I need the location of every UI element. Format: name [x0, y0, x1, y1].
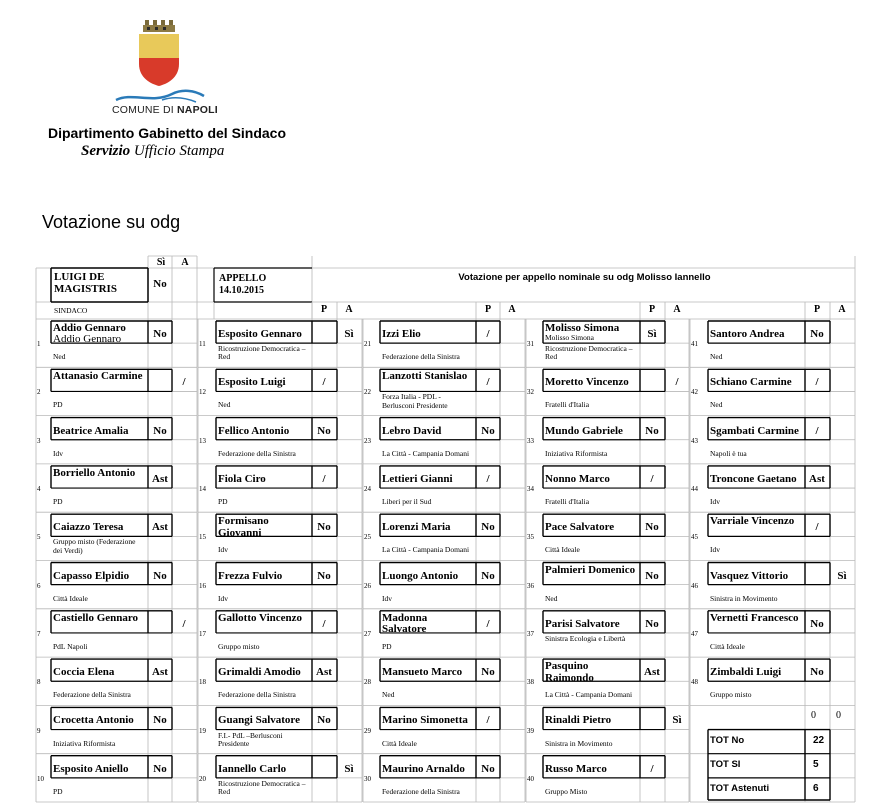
councillor-name: Addio Gennaro [53, 322, 126, 334]
councillor-group: Ned [382, 690, 395, 700]
councillor-name: Capasso Elpidio [53, 569, 130, 582]
seat-number: 25 [364, 533, 371, 542]
seat-number: 44 [691, 485, 698, 494]
councillor-name: Santoro Andrea [710, 328, 785, 340]
councillor-name: Lanzotti Stanislao [382, 370, 468, 383]
seat-number: 2 [37, 388, 41, 397]
councillor-name: Parisi Salvatore [545, 617, 620, 630]
vote-value: Sì [837, 569, 847, 582]
councillor-name: Frezza Fulvio [218, 569, 283, 582]
header-a: A [181, 257, 189, 268]
councillor-group: Gruppo misto [218, 641, 260, 651]
comune-label: COMUNE DI NAPOLI [112, 104, 218, 116]
councillor-name: Castiello Gennaro [53, 611, 139, 624]
councillor-name: Molisso Simona [545, 322, 620, 334]
councillor-group: Federazione della Sinistra [382, 352, 460, 362]
councillor-name: Beatrice Amalia [53, 424, 129, 437]
vote-value: No [645, 569, 659, 582]
header-a: A [345, 304, 353, 315]
vote-value: / [182, 376, 186, 389]
councillor-group: Federazione della Sinistra [218, 690, 296, 700]
header-a: A [508, 304, 516, 315]
vote-value: / [486, 328, 490, 340]
vote-value: No [317, 424, 331, 437]
councillor-group: F.I.- PdL –Berlusconi Presidente [218, 730, 283, 748]
vote-value: / [815, 376, 819, 389]
vote-value: / [675, 376, 679, 389]
vote-value: Ast [152, 521, 168, 534]
councillor-group: Ned [545, 593, 558, 603]
vote-value: Ast [644, 666, 660, 679]
vote-value: Ast [316, 666, 332, 679]
councillor-group: Città Ideale [53, 593, 88, 603]
councillor-group: Iniziativa Riformista [545, 448, 608, 458]
seat-number: 5 [37, 533, 41, 542]
councillor-name: Esposito Luigi [218, 376, 286, 389]
vote-value: No [645, 424, 659, 437]
councillor-group: Iniziativa Riformista [53, 738, 116, 748]
appello-date: 14.10.2015 [219, 285, 264, 296]
header-p: P [813, 304, 821, 315]
councillor-name: Vernetti Francesco [710, 611, 799, 624]
vote-value: Ast [152, 472, 168, 485]
department-name: Dipartimento Gabinetto del Sindaco [48, 125, 287, 141]
councillor-name: Lettieri Gianni [382, 472, 453, 485]
header-p: P [484, 304, 492, 315]
vote-value: No [810, 328, 824, 340]
councillor-name: Izzi Elio [382, 328, 421, 340]
councillor-name: Lorenzi Maria [382, 521, 451, 534]
councillor-subname: Molisso Simona [545, 333, 594, 342]
councillor-name: Nonno Marco [545, 472, 610, 485]
councillor-name: Sgambati Carmine [710, 424, 799, 437]
councillor-group: Fratelli d'Italia [545, 497, 590, 507]
councillor-name: Grimaldi Amodio [218, 666, 301, 679]
seat-number: 28 [364, 678, 371, 687]
councillor-name: Iannello Carlo [218, 762, 287, 775]
vote-value: No [153, 714, 167, 727]
councillor-group: Ned [53, 352, 66, 362]
vote-value: / [486, 617, 490, 630]
vote-value: Sì [344, 762, 354, 775]
seat-number: 8 [37, 678, 41, 687]
vote-value: Ast [152, 666, 168, 679]
vote-value: No [153, 328, 167, 340]
seat-number: 23 [364, 436, 371, 445]
vote-value: / [486, 472, 490, 485]
seat-number: 3 [37, 436, 41, 445]
councillor-name: Attanasio Carmine [53, 370, 143, 383]
seat-number: 6 [37, 581, 41, 590]
vote-value: / [486, 376, 490, 389]
seat-number: 38 [527, 678, 534, 687]
seat-number: 32 [527, 388, 534, 397]
seat-number: 47 [691, 629, 698, 638]
seat-number: 43 [691, 436, 698, 445]
seat-number: 46 [691, 581, 698, 590]
seat-number: 1 [37, 340, 41, 349]
councillor-group: Ned [218, 400, 231, 410]
councillor-name: Russo Marco [545, 762, 607, 775]
seat-number: 20 [199, 774, 206, 783]
councillor-group: Federazione della Sinistra [382, 786, 460, 796]
councillor-name: Esposito Gennaro [218, 328, 302, 340]
councillor-name: Lebro David [382, 424, 442, 437]
councillor-group: Idv [710, 545, 720, 555]
councillor-group: PD [53, 786, 63, 796]
seat-number: 45 [691, 533, 698, 542]
councillor-group: Idv [382, 593, 392, 603]
seat-number: 39 [527, 726, 534, 735]
councillor-group: Città Ideale [710, 641, 745, 651]
vote-value: / [322, 617, 326, 630]
seat-number: 16 [199, 581, 206, 590]
councillor-group: Gruppo misto (Federazione dei Verdi) [53, 537, 136, 555]
vote-value: No [645, 521, 659, 534]
councillor-group: Ricostruzione Democratica – Red [218, 344, 306, 362]
seat-number: 24 [364, 485, 371, 494]
total-value: 6 [813, 782, 819, 794]
total-value: 5 [813, 758, 819, 770]
councillor-name: Rinaldi Pietro [545, 714, 612, 727]
page-title: Votazione su odg [42, 212, 181, 232]
seat-number: 17 [199, 629, 206, 638]
seat-number: 4 [37, 485, 41, 494]
vote-value: Sì [647, 328, 657, 340]
vote-value: No [153, 424, 167, 437]
seat-number: 12 [199, 388, 206, 397]
seat-number: 18 [199, 678, 206, 687]
councillor-name: Varriale Vincenzo [710, 515, 795, 528]
councillor-name: Marino Simonetta [382, 714, 468, 727]
seat-number: 34 [527, 485, 534, 494]
councillor-name: Vasquez Vittorio [710, 569, 789, 582]
seat-number: 40 [527, 774, 534, 783]
councillor-group: Federazione della Sinistra [218, 448, 296, 458]
councillor-name: Zimbaldi Luigi [710, 666, 782, 679]
councillor-name: Maurino Arnaldo [382, 762, 465, 775]
councillor-group: Idv [218, 593, 228, 603]
mayor-role: SINDACO [54, 306, 88, 315]
seat-number: 35 [527, 533, 534, 542]
vote-value: No [317, 714, 331, 727]
councillor-name: Moretto Vincenzo [545, 376, 629, 389]
councillor-group: Ned [710, 400, 723, 410]
total-label: TOT SI [710, 758, 741, 770]
seat-number: 36 [527, 581, 534, 590]
seat-number: 26 [364, 581, 371, 590]
vote-value: / [650, 472, 654, 485]
vote-value: No [481, 569, 495, 582]
councillor-name: Esposito Aniello [53, 762, 129, 775]
councillor-group: Città Ideale [382, 738, 417, 748]
councillor-group: Liberi per il Sud [382, 497, 432, 507]
councillor-group: Sinistra in Movimento [710, 593, 778, 603]
councillor-group: Forza Italia - PDL - Berlusconi Presidente [382, 392, 448, 410]
seat-number: 14 [199, 485, 206, 494]
vote-value: / [650, 762, 654, 775]
councillor-name: Troncone Gaetano [710, 472, 797, 485]
councillor-name: Gallotto Vincenzo [218, 611, 303, 624]
councillor-group: Gruppo misto [710, 690, 752, 700]
councillor-group: PD [53, 400, 63, 410]
councillor-group: PdL Napoli [53, 641, 88, 651]
councillor-group: Ricostruzione Democratica – Red [218, 778, 306, 797]
councillor-name: Luongo Antonio [382, 569, 459, 582]
councillor-group: Città Ideale [545, 545, 580, 555]
councillor-name: Madonna Salvatore [382, 611, 428, 636]
vote-value: / [486, 714, 490, 727]
header-p: P [648, 304, 656, 315]
seat-number: 19 [199, 726, 206, 735]
seat-number: 10 [37, 774, 44, 783]
councillor-name: Palmieri Domenico [545, 563, 636, 576]
vote-value: Sì [344, 328, 354, 340]
service-name: Servizio Ufficio Stampa [81, 143, 225, 159]
seat-number: 22 [364, 388, 371, 397]
vote-value: No [810, 617, 824, 630]
seat-number: 42 [691, 388, 698, 397]
councillor-group: Sinistra Ecologia e Libertà [545, 633, 626, 643]
councillor-group: La Città - Campania Domani [382, 448, 470, 458]
councillor-subname: Addio Gennaro [53, 333, 122, 345]
vote-value: No [481, 666, 495, 679]
councillor-group: PD [218, 497, 228, 507]
seat-number: 13 [199, 436, 206, 445]
councillor-group: PD [53, 497, 63, 507]
councillor-name: Crocetta Antonio [53, 714, 134, 727]
seat-number: 11 [199, 340, 206, 349]
vote-value: No [153, 569, 167, 582]
header-a: A [673, 304, 681, 315]
councillor-group: La Città - Campania Domani [382, 545, 470, 555]
councillor-name: Schiano Carmine [710, 376, 792, 389]
zero-a: 0 [836, 710, 841, 722]
mayor-vote: No [153, 278, 167, 290]
seat-number: 27 [364, 629, 371, 638]
councillor-group: Sinistra in Movimento [545, 738, 613, 748]
councillor-name: Caiazzo Teresa [53, 521, 124, 534]
zero-p: 0 [811, 710, 816, 722]
header-p: P [320, 304, 328, 315]
vote-value: No [810, 666, 824, 679]
total-label: TOT No [710, 734, 745, 746]
councillor-group: Gruppo Misto [545, 786, 588, 796]
vote-value: No [481, 424, 495, 437]
councillor-name: Mundo Gabriele [545, 424, 623, 437]
councillor-group: Idv [710, 497, 720, 507]
vote-value: / [322, 472, 326, 485]
councillor-group: Idv [218, 545, 228, 555]
councillor-group: PD [382, 641, 392, 651]
councillor-name: Fiola Ciro [218, 472, 266, 485]
councillor-name: Fellico Antonio [218, 424, 290, 437]
vote-value: Ast [809, 472, 825, 485]
mayor-name: LUIGI DE MAGISTRIS [54, 271, 117, 295]
table-caption: Votazione per appello nominale su odg Molisso Iannello [458, 272, 711, 283]
councillor-group: Napoli è tua [710, 448, 747, 458]
seat-number: 21 [364, 340, 371, 349]
councillor-group: Idv [53, 448, 63, 458]
vote-value: No [481, 762, 495, 775]
seat-number: 41 [691, 340, 698, 349]
vote-value: / [815, 424, 819, 437]
header-a: A [838, 304, 846, 315]
seat-number: 29 [364, 726, 371, 735]
councillor-group: Ricostruzione Democratica – Red [545, 344, 633, 362]
seat-number: 15 [199, 533, 206, 542]
vote-value: / [182, 617, 186, 630]
councillor-name: Guangi Salvatore [218, 714, 301, 727]
seat-number: 30 [364, 774, 371, 783]
vote-value: Sì [672, 714, 682, 727]
seat-number: 31 [527, 340, 534, 349]
vote-value: No [645, 617, 659, 630]
vote-value: No [317, 569, 331, 582]
councillor-group: La Città - Campania Domani [545, 690, 633, 700]
vote-value: No [317, 521, 331, 534]
appello-label: APPELLO [219, 273, 267, 284]
councillor-group: Fratelli d'Italia [545, 400, 590, 410]
total-label: TOT Astenuti [710, 782, 770, 794]
seat-number: 48 [691, 678, 698, 687]
councillor-name: Mansueto Marco [382, 666, 463, 679]
header-si: Sì [156, 257, 166, 268]
councillor-name: Pace Salvatore [545, 521, 615, 534]
total-value: 22 [813, 734, 825, 746]
seat-number: 7 [37, 629, 41, 638]
vote-value: / [322, 376, 326, 389]
councillor-group: Ned [710, 352, 723, 362]
vote-value: No [481, 521, 495, 534]
councillor-name: Borriello Antonio [53, 466, 136, 479]
seat-number: 9 [37, 726, 41, 735]
councillor-group: Federazione della Sinistra [53, 690, 131, 700]
councillor-name: Pasquino Raimondo [545, 660, 594, 684]
seat-number: 33 [527, 436, 534, 445]
councillor-name: Coccia Elena [53, 666, 115, 679]
councillor-name: Formisano Giovanni [218, 515, 269, 539]
vote-value: No [153, 762, 167, 775]
seat-number: 37 [527, 629, 534, 638]
vote-value: / [815, 521, 819, 534]
